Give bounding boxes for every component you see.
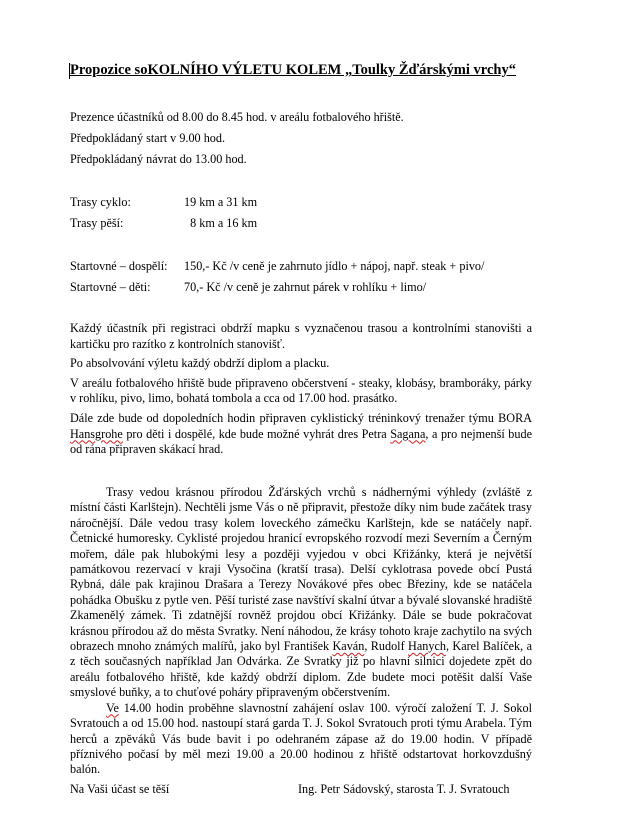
document-title: Propozice soKOLNÍHO VÝLETU KOLEM „Toulky Žďárskými vrchy“: [70, 62, 516, 78]
trainer-text-2: Hansgrohe: [70, 426, 123, 441]
routes-text-5: , Karel Balíček, a z těch současných například Jan Odvárka. Ze Svratky již po hlavní silnici dojedete zpět do areálu fotbalového hřiště, kde každý obdrží diplom. Zde budete moci potěšit další Vaše smyslové buňky, a to chuťové poháry připraveným občerstvením.: [70, 639, 532, 700]
fee-adults-label: Startovné – dospělí:: [70, 259, 168, 273]
info-paragraphs: [70, 321, 532, 458]
route-cyklo: [70, 195, 370, 210]
route-pesi-value: 8 km a 16 km: [184, 216, 258, 230]
evening-text-2: 14.00 hodin proběhne slavnostní zahájení oslav 100. výročí založení T. J. Sokol Svratouch a od 15.00 hod. nastoupí stará garda T. J. Sokol Svratouch proti týmu Arabela. Tým herců a zpěváků Vás bude bavit i po odehraném zápase až do 19.00 hodin. V případě příznivého počasí by měl mezi 19.00 a 20.00 hodinou z hřiště odstartovat horkovzdušný balón.: [70, 700, 532, 777]
routes-text-1: Trasy vedou krásnou přírodou Žďárských vrchů s nádhernými výhledy (zvláště z místní části Karlštejn). Nechtěli jsme Vás o ně připravit, přestože díky nim bude začátek trasy náročnější. Dále vedou trasy kolem loveckého zámečku Karlštejn, kde se natáčely např. Četnické humoresky. Cyklisté projedou hranicí evropského rozvodí mezi Severním a Černým mořem, dále pak hlubokými lesy a později vyjedou v obci Křižánky, která je největší památkovou rezervací v kraji Vysočina (kratší trasa). Delší cyklotrasa povede obcí Pustá Rybná, dále pak krajinou Drašara a Terezy Novákové přes obec Březiny, kde se natáčela pohádka Obušku z pytle ven. Pěší turisté zase navštíví skalní útvar a bývalé slovanské hradiště Zkamenělý zámek. Ti zdatnější rovněž projdou obcí Křižánky. Dále se bude pokračovat krásnou přírodou až do města Svratky. Není náhodou, že krásy tohoto kraje zachytilo na svých obrazech mnoho známých malířů, jako byl František: [70, 485, 532, 654]
trainer-text-4: Sagana: [390, 426, 426, 441]
presence-line: Prezence účastníků od 8.00 do 8.45 hod. v areálu fotbalového hřiště.: [70, 110, 404, 124]
trainer-text-5: , a pro nejmenší bude od rána připraven skákací hrad.: [70, 426, 532, 457]
fee-children: [70, 280, 540, 295]
refreshment-paragraph: V areálu fotbalového hřiště bude připraveno občerstvení - steaky, klobásy, bramboráky, párky v rohlíku, pivo, limo, bohatá tombola a cca od 17.00 hod. prasátko.: [70, 375, 532, 406]
footer-signature: Ing. Petr Sádovský, starosta T. J. Svratouch: [298, 782, 510, 796]
routes-text-4: Hanych: [408, 639, 446, 654]
fee-adults-value: 150,- Kč /v ceně je zahrnuto jídlo + nápoj, např. steak + pivo/: [184, 259, 485, 273]
trainer-text-3: pro děti i dospělé, kde bude možné vyhrát dres Petra: [122, 426, 391, 441]
evening-text-1: Ve: [106, 700, 119, 715]
fee-children-label: Startovné – děti:: [70, 280, 151, 294]
route-description: [70, 485, 532, 778]
trainer-paragraph: [70, 411, 532, 458]
route-pesi-label: Trasy pěší:: [70, 216, 124, 230]
route-cyklo-label: Trasy cyklo:: [70, 195, 131, 209]
routes-text-2: Kaván: [332, 639, 365, 654]
evening-paragraph: [70, 701, 532, 778]
diploma-paragraph: Po absolvování výletu každý obdrží diplom a placku.: [70, 356, 330, 371]
routes-paragraph: [70, 485, 532, 701]
footer-invitation: Na Vaši účast se těší: [70, 782, 170, 796]
route-cyklo-value: 19 km a 31 km: [184, 195, 258, 209]
start-line: Předpokládaný start v 9.00 hod.: [70, 131, 226, 145]
route-pesi: [70, 216, 370, 231]
map-paragraph: Každý účastník při registraci obdrží mapku s vyznačenou trasou a kontrolními stanovišti a kartičku pro razítko z kontrolních stanovišť.: [70, 321, 532, 351]
trainer-text-1: Dále zde bude od dopoledních hodin připraven cyklistický tréninkový trenažer týmu BORA: [70, 410, 532, 425]
fee-adults: [70, 259, 540, 274]
return-line: Předpokládaný návrat do 13.00 hod.: [70, 152, 247, 166]
routes-text-3: , Rudolf: [364, 639, 409, 654]
fee-children-value: 70,- Kč /v ceně je zahrnut párek v rohlíku + limo/: [184, 280, 427, 294]
